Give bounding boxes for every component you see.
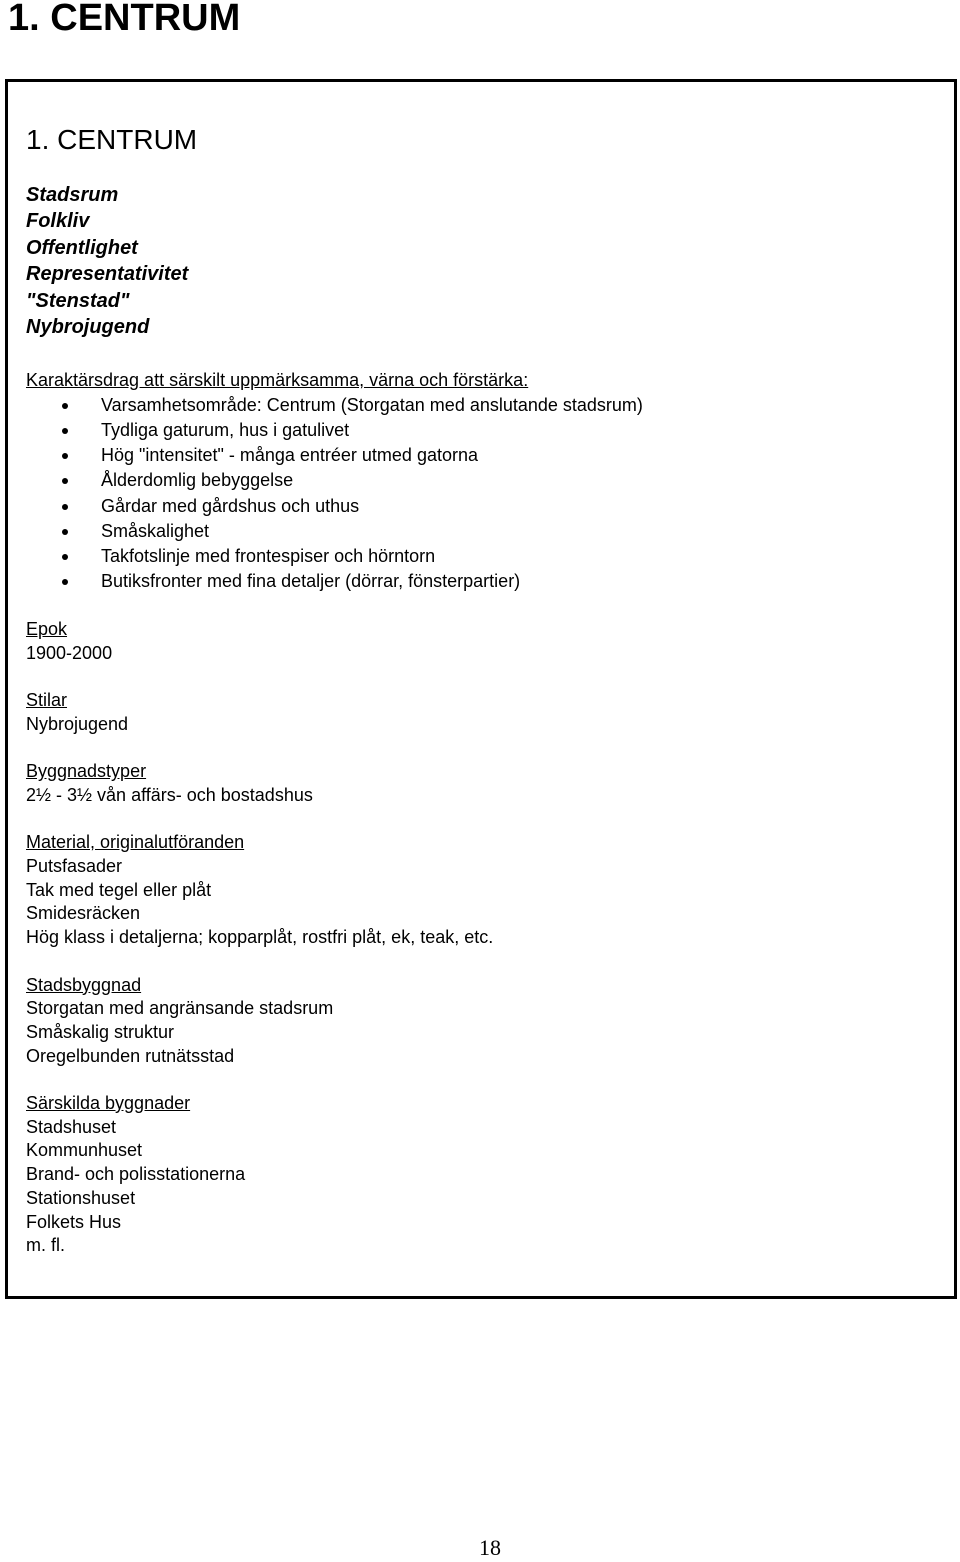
section-line: m. fl.	[26, 1235, 65, 1256]
bullet-icon	[62, 478, 68, 484]
characteristics-list	[26, 393, 944, 595]
list-item-text: Varsamhetsområde: Centrum (Storgatan med anslutande stadsrum)	[101, 394, 643, 415]
keyword: Folkliv	[26, 210, 90, 233]
page-header: 1. CENTRUM	[8, 0, 241, 39]
section-line: Folkets Hus	[26, 1211, 122, 1232]
section-heading: Material, originalutföranden	[26, 832, 245, 853]
bullet-icon	[62, 453, 68, 459]
section-line: Oregelbunden rutnätsstad	[26, 1045, 235, 1066]
list-item-text: Ålderdomlig bebyggelse	[101, 470, 294, 491]
section-line: Putsfasader	[26, 856, 123, 876]
bullet-icon	[62, 554, 68, 560]
list-item-text: Tydliga gaturum, hus i gatulivet	[101, 419, 350, 440]
section-line: Nybrojugend	[26, 713, 129, 734]
section-line: Stationshuset	[26, 1187, 136, 1208]
content-box	[5, 79, 957, 1299]
list-item-text: Takfotslinje med frontespiser och hörntorn	[101, 545, 436, 566]
list-item-text: Gårdar med gårdshus och uthus	[101, 495, 360, 516]
section-stadsbyggnad	[26, 974, 944, 1069]
section-line: 1900-2000	[26, 642, 113, 663]
content-body	[26, 369, 944, 1258]
list-item	[26, 519, 944, 544]
section-material	[26, 831, 944, 950]
list-item	[26, 418, 944, 443]
keyword-list	[26, 182, 188, 340]
keyword: "Stenstad"	[26, 289, 130, 312]
list-item	[26, 569, 944, 594]
box-title: 1. CENTRUM	[26, 124, 198, 155]
list-item	[26, 393, 944, 418]
section-line: Småskalig struktur	[26, 1021, 175, 1042]
keyword: Offentlighet	[26, 236, 138, 259]
list-item-text: Butiksfronter med fina detaljer (dörrar, fönsterpartier)	[101, 571, 521, 592]
section-heading: Särskilda byggnader	[26, 1093, 191, 1113]
characteristics-intro: Karaktärsdrag att särskilt uppmärksamma, värna och förstärka:	[26, 370, 529, 390]
keyword: Nybrojugend	[26, 316, 150, 339]
page-number: 18	[479, 1535, 501, 1560]
section-heading: Epok	[26, 619, 68, 640]
section-line: Stadshuset	[26, 1116, 117, 1137]
section-line: Brand- och polisstationerna	[26, 1164, 246, 1185]
section-heading: Stadsbyggnad	[26, 974, 142, 995]
list-item-text: Hög "intensitet" - många entréer utmed gatorna	[101, 445, 478, 466]
keyword: Representativitet	[26, 263, 189, 286]
section-stilar	[26, 689, 944, 736]
section-epok	[26, 618, 944, 665]
section-heading: Stilar	[26, 690, 68, 711]
bullet-icon	[62, 529, 68, 535]
section-line: Tak med tegel eller plåt	[26, 879, 212, 900]
section-line: Hög klass i detaljerna; kopparplåt, rostfri plåt, ek, teak, etc.	[26, 927, 494, 948]
section-line: 2½ - 3½ vån affärs- och bostadshus	[26, 784, 313, 805]
bullet-icon	[62, 504, 68, 510]
bullet-icon	[62, 403, 68, 409]
list-item-text: Småskalighet	[101, 520, 210, 541]
section-sarskilda-byggnader	[26, 1092, 944, 1258]
section-heading: Byggnadstyper	[26, 761, 147, 782]
list-item	[26, 544, 944, 569]
section-byggnadstyper	[26, 760, 944, 807]
section-line: Storgatan med angränsande stadsrum	[26, 998, 334, 1019]
bullet-icon	[62, 428, 68, 434]
section-line: Smidesräcken	[26, 903, 141, 924]
list-item	[26, 443, 944, 468]
list-item	[26, 468, 944, 493]
list-item	[26, 494, 944, 519]
keyword: Stadsrum	[26, 184, 119, 206]
section-line: Kommunhuset	[26, 1140, 143, 1161]
bullet-icon	[62, 579, 68, 585]
